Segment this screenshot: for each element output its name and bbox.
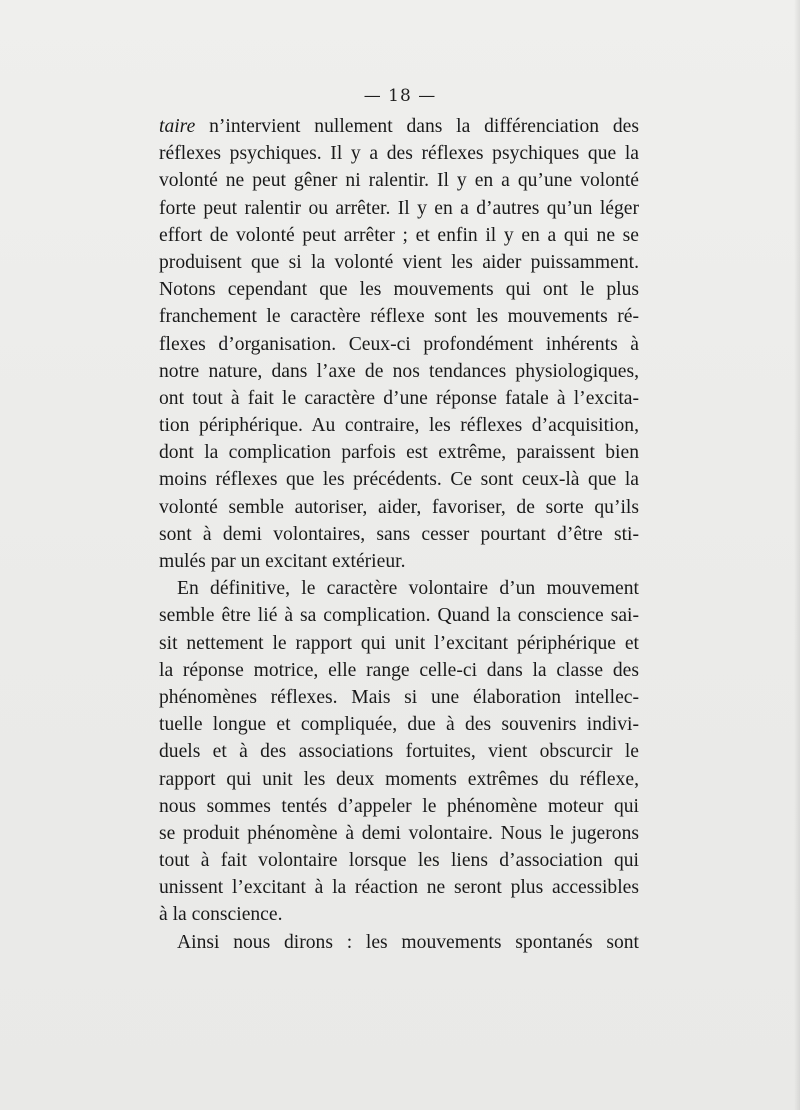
- page-number: — 18 —: [363, 86, 437, 106]
- text-line: nous sommes tentés d’appeler le phénomène moteur qui: [159, 795, 639, 817]
- text-line: franchement le caractère réflexe sont les mouvements ré-: [159, 306, 639, 328]
- text-line: unissent l’excitant à la réaction ne seront plus accessibles: [159, 877, 639, 899]
- line-text: n’intervient nullement dans la différenciation des: [195, 116, 639, 137]
- text-line: forte peut ralentir ou arrêter. Il y en a d’autres qu’un léger: [159, 197, 639, 219]
- text-line: volonté semble autoriser, aider, favoriser, de sorte qu’ils: [159, 496, 639, 518]
- paragraph-start-line: Ainsi nous dirons : les mouvements spontanés sont: [177, 931, 639, 953]
- page-edge-shadow: [794, 0, 800, 1110]
- text-line: effort de volonté peut arrêter ; et enfin il y en a qui ne se: [159, 224, 639, 246]
- italic-fragment: taire: [159, 116, 196, 137]
- text-line: flexes d’organisation. Ceux-ci profondément inhérents à: [159, 333, 639, 355]
- text-line: duels et à des associations fortuites, vient obscurcir le: [159, 741, 639, 763]
- text-line: sit nettement le rapport qui unit l’excitant périphérique et: [159, 632, 639, 654]
- text-line: [159, 113, 639, 140]
- text-line: Notons cependant que les mouvements qui ont le plus: [159, 279, 639, 301]
- text-line: volonté ne peut gêner ni ralentir. Il y en a qu’une volonté: [159, 170, 639, 192]
- text-line: ont tout à fait le caractère d’une réponse fatale à l’excita-: [159, 387, 639, 409]
- text-line: phénomènes réflexes. Mais si une élaboration intellec-: [159, 686, 639, 708]
- text-line: tout à fait volontaire lorsque les liens d’association qui: [159, 850, 639, 872]
- paragraph-start-line: En définitive, le caractère volontaire d’un mouvement: [177, 578, 639, 600]
- text-line: semble être lié à sa complication. Quand la conscience sai-: [159, 605, 639, 627]
- body-text: [159, 113, 639, 956]
- paragraph-end-line: à la conscience.: [159, 904, 283, 926]
- text-line: produisent que si la volonté vient les aider puissamment.: [159, 251, 639, 273]
- paragraph-end-line: mulés par un excitant extérieur.: [159, 551, 406, 572]
- text-line: sont à demi volontaires, sans cesser pourtant d’être sti-: [159, 523, 639, 545]
- text-line: tuelle longue et compliquée, due à des souvenirs indivi-: [159, 714, 639, 736]
- text-line: moins réflexes que les précédents. Ce sont ceux-là que la: [159, 469, 639, 491]
- text-line: notre nature, dans l’axe de nos tendances physiologiques,: [159, 360, 639, 382]
- text-line: réflexes psychiques. Il y a des réflexes psychiques que la: [159, 143, 639, 165]
- text-line: la réponse motrice, elle range celle-ci dans la classe des: [159, 659, 639, 681]
- text-line: se produit phénomène à demi volontaire. Nous le jugerons: [159, 822, 639, 844]
- text-line: tion périphérique. Au contraire, les réflexes d’acquisition,: [159, 415, 639, 437]
- text-line: rapport qui unit les deux moments extrêmes du réflexe,: [159, 768, 639, 790]
- text-line: dont la complication parfois est extrême, paraissent bien: [159, 442, 639, 464]
